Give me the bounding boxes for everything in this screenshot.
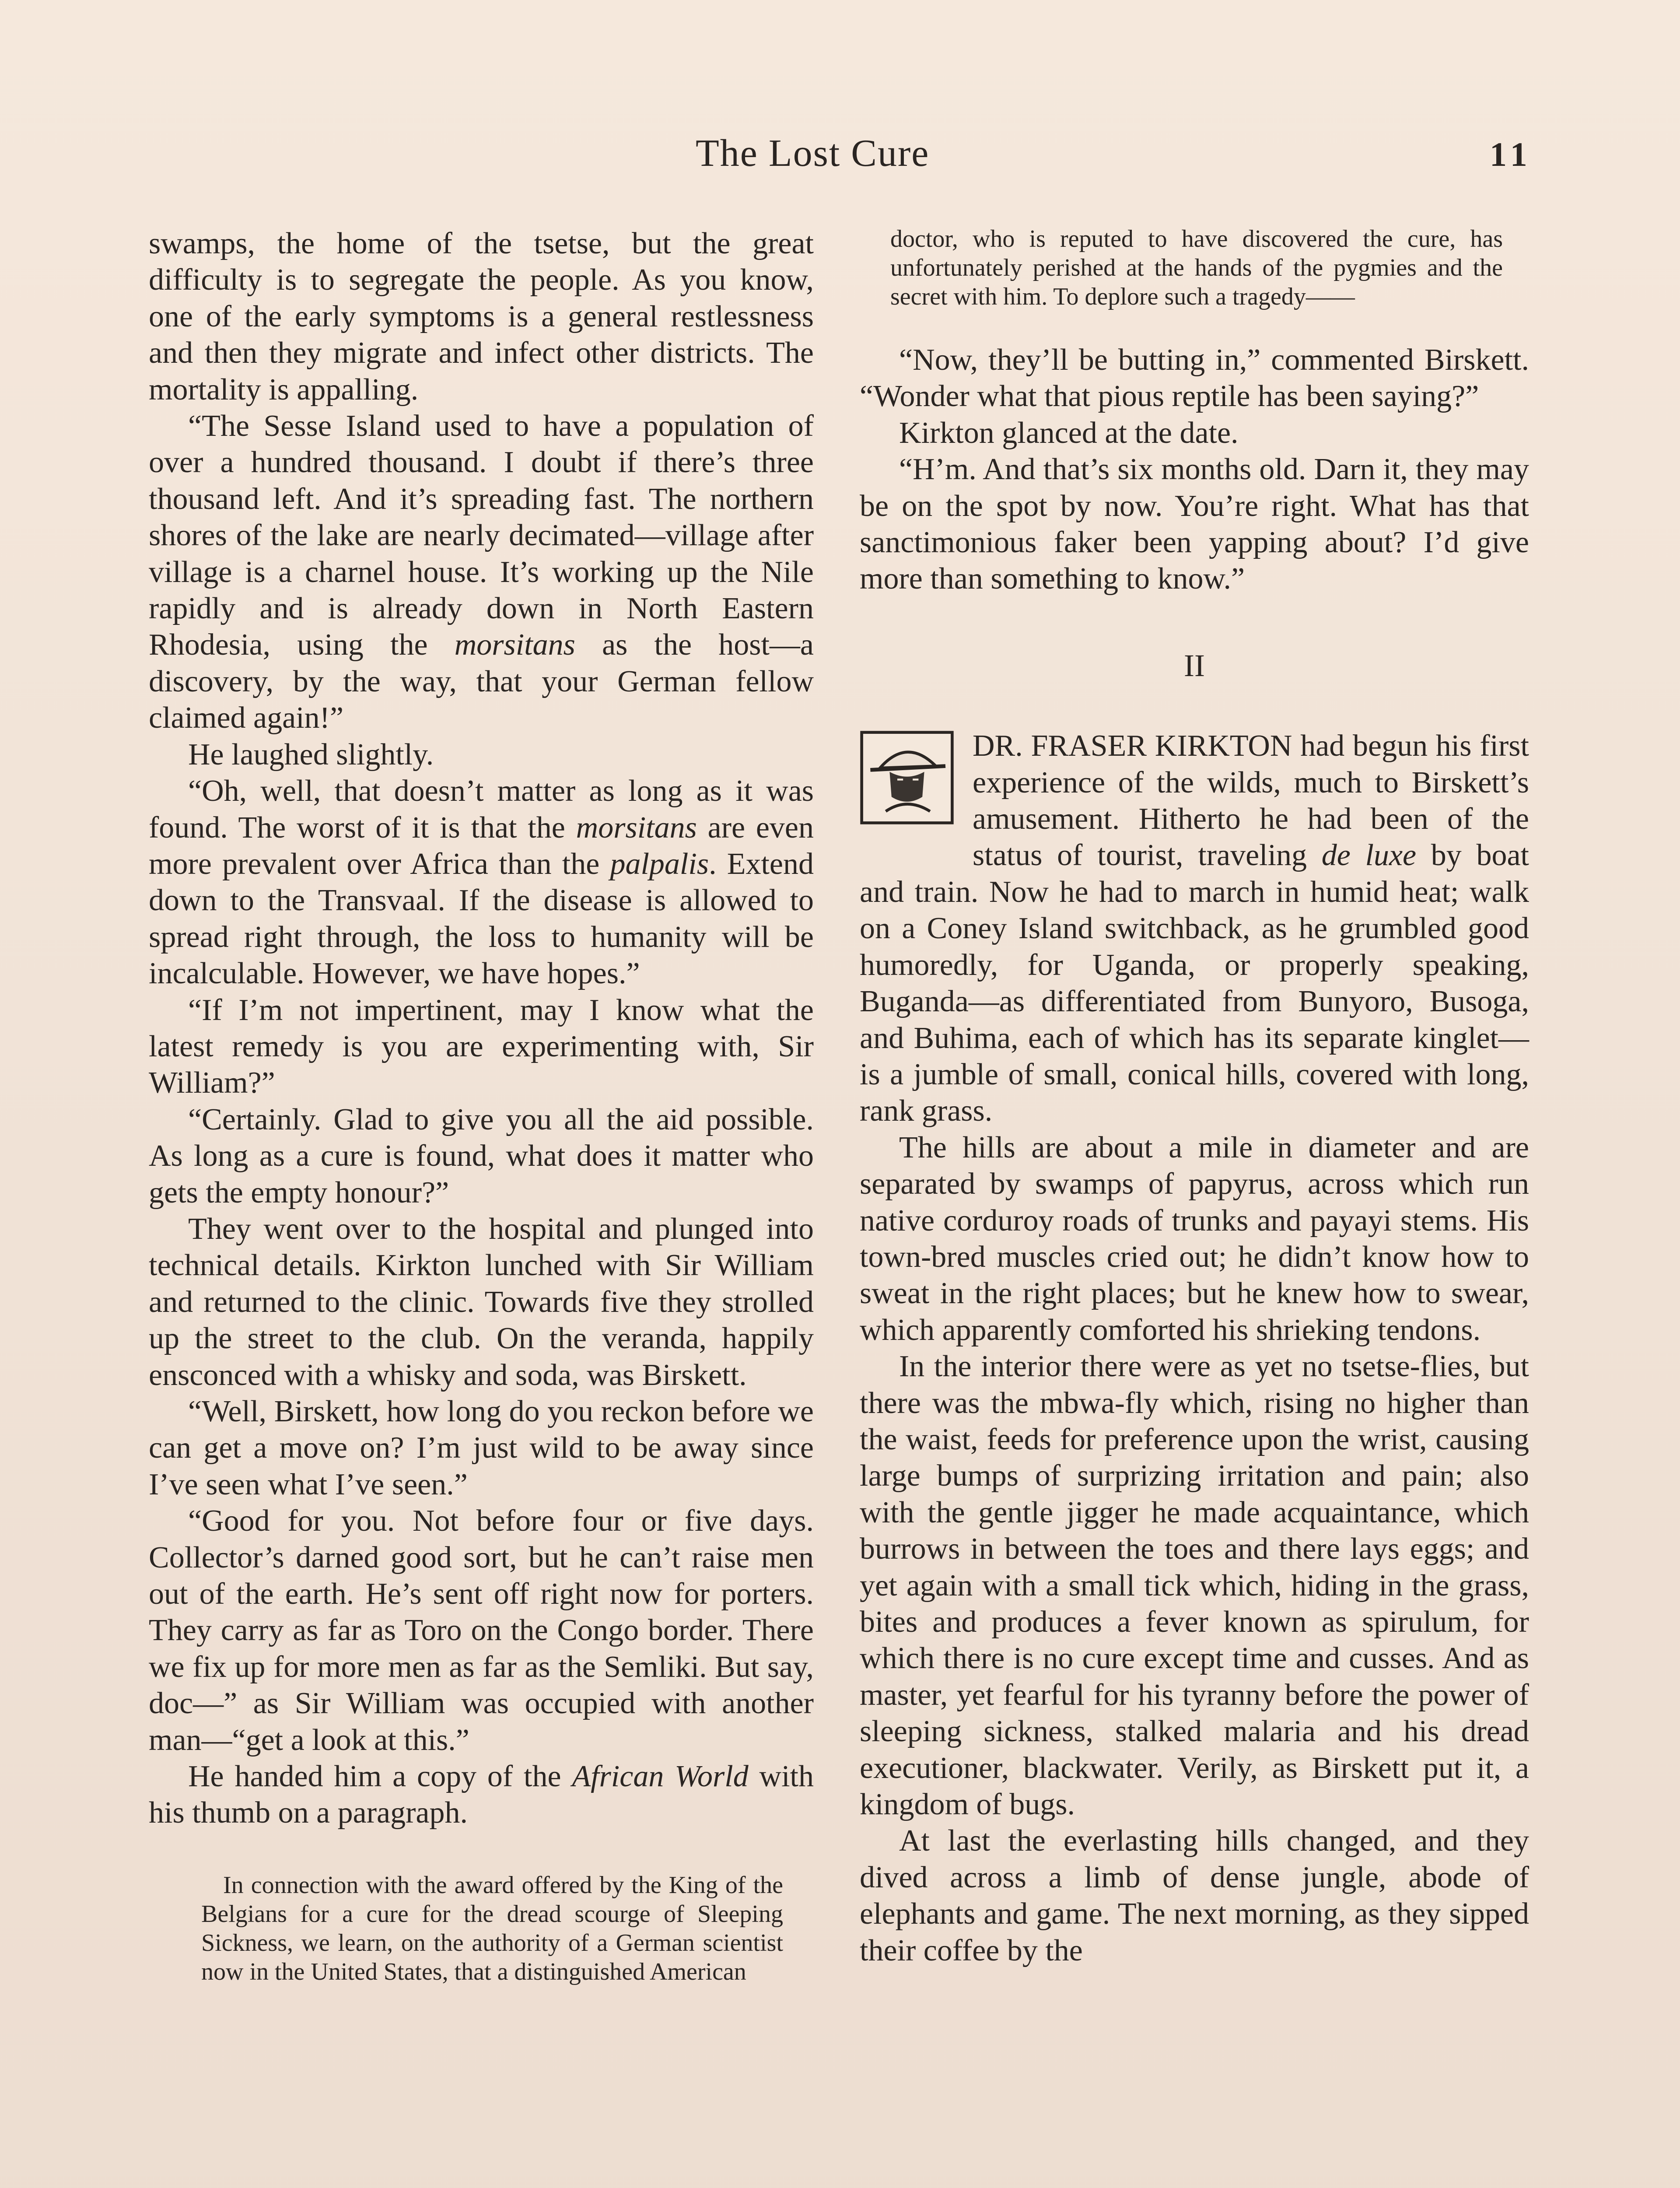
paragraph: “Now, they’ll be butting in,” commented Birskett. “Wonder what that pious reptile has been saying?”: [860, 343, 1529, 414]
paragraph: He laughed slightly.: [188, 737, 434, 771]
paragraph: DR. FRASER KIRKTON had begun his first experience of the wilds, much to Birskett’s amusement. Hitherto he had been of the status of tourist, traveling de luxe by boat and train. Now he had to march in humid heat; walk on a Coney Island switchback, as he grumbled good humoredly, for Uganda, or properly speaking, Buganda—as differentiated from Bunyoro, Busoga, and Buhima, each of which has its separate kinglet—is a jumble of small, conical hills, covered with long, rank grass.: [860, 729, 1529, 1128]
paragraph: “Certainly. Glad to give you all the aid possible. As long as a cure is found, what does it matter who gets the empty honour?”: [149, 1102, 814, 1210]
page-title: The Lost Cure: [696, 132, 930, 175]
paragraph: swamps, the home of the tsetse, but the great difficulty is to segregate the people. As you know, one of the early symptoms is a general restlessness and then they migrate and infect other districts. The mortality is appalling.: [149, 227, 814, 407]
newspaper-clipping: [149, 1871, 814, 1986]
paragraph: They went over to the hospital and plunged into technical details. Kirkton lunched with Sir William and returned to the clinic. Towards five they strolled up the street to the club. On the veranda, happily ensconced with a whisky and soda, was Birskett.: [149, 1212, 814, 1392]
clipping-text: doctor, who is reputed to have discovered the cure, has unfortunately perished at the hands of the pygmies and the secret with him. To deplore such a tragedy——: [890, 225, 1503, 310]
newspaper-clipping-continued: [860, 224, 1529, 311]
paragraph: At last the everlasting hills changed, and they dived across a limb of dense jungle, abode of elephants and game. The next morning, as they sipped their coffee by the: [860, 1824, 1529, 1967]
page-number: 11: [1490, 135, 1533, 173]
left-column: [149, 225, 814, 1986]
paragraph: The hills are about a mile in diameter and are separated by swamps of papyrus, across which run native corduroy roads of trunks and payayi stems. His town-bred muscles cried out; he didn’t know how to sweat in the right places; but he knew how to swear, which apparently comforted his shrieking tendons.: [860, 1130, 1529, 1347]
running-head: [0, 131, 1680, 184]
section-heading: II: [1184, 648, 1205, 683]
paragraph: “The Sesse Island used to have a population of over a hundred thousand. I doubt if there’s three thousand left. And it’s spreading fast. The northern shores of the lake are nearly decimated—village after village is a charnel house. It’s working up the Nile rapidly and is already down in North Eastern Rhodesia, using the morsitans as the host—a discovery, by the way, that your German fellow claimed again!”: [149, 409, 814, 735]
paragraph: Kirkton glanced at the date.: [899, 416, 1239, 450]
clipping-text: In connection with the award offered by the King of the Belgians for a cure for the dread scourge of Sleeping Sickness, we learn, on the authority of a German scientist now in the United States, that a distinguished American: [201, 1871, 783, 1985]
paragraph: “Good for you. Not before four or five days. Collector’s darned good sort, but he can’t raise men out of the earth. He’s sent off right now for porters. They carry as far as Toro on the Congo border. There we fix up for more men as far as the Semliki. But say, doc—” as Sir William was occupied with another man—“get a look at this.”: [149, 1504, 814, 1757]
pith-helmet-portrait-icon: [859, 729, 959, 839]
paragraph: “H’m. And that’s six months old. Darn it, they may be on the spot by now. You’re right. What has that sanctimonious faker been yapping about? I’d give more than something to know.”: [860, 452, 1529, 596]
paragraph: He handed him a copy of the African World with his thumb on a paragraph.: [149, 1760, 814, 1830]
paragraph: “If I’m not impertinent, may I know what the latest remedy is you are experimenting with, Sir William?”: [149, 993, 814, 1100]
pith-helmet-portrait-icon-graphic: [859, 729, 955, 826]
right-column: [860, 225, 1529, 1969]
paragraph: “Well, Birskett, how long do you reckon before we can get a move on? I’m just wild to be away since I’ve seen what I’ve seen.”: [149, 1395, 814, 1501]
paragraph: “Oh, well, that doesn’t matter as long as it was found. The worst of it is that the morsitans are even more prevalent over Africa than the palpalis. Extend down to the Transvaal. If the disease is allowed to spread right through, the loss to humanity will be incalculable. However, we have hopes.”: [149, 774, 814, 991]
paragraph: In the interior there were as yet no tsetse-flies, but there was the mbwa-fly which, rising no higher than the waist, feeds for preference upon the wrist, causing large bumps of surprizing irritation and pain; also with the gentle jigger he made acquaintance, which burrows in between the toes and there lays eggs; and yet again with a small tick which, hiding in the grass, bites and produces a fever known as spirulum, for which there is no cure except time and cusses. And as master, yet fearful for his tyranny before the power of sleeping sickness, stalked malaria and his dread executioner, blackwater. Verily, as Birskett put it, a kingdom of bugs.: [860, 1350, 1529, 1822]
